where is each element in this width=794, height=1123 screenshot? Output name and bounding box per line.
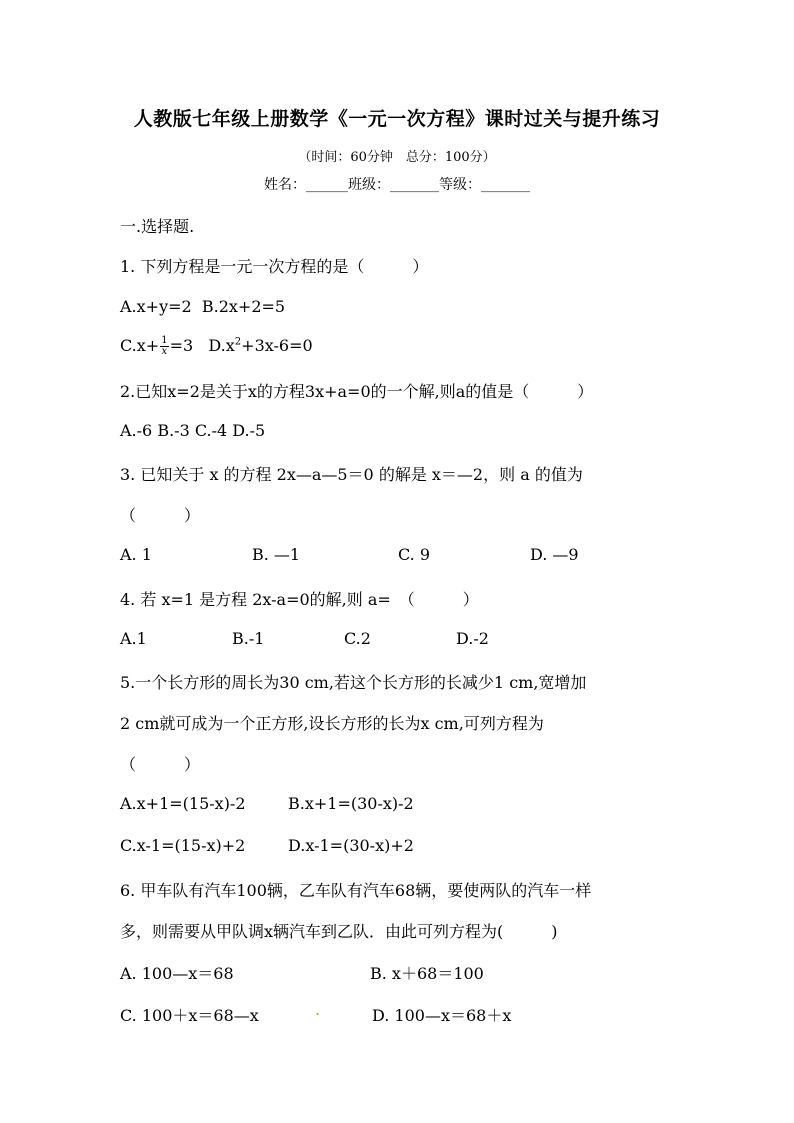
question-3-option-c: C. 9 xyxy=(398,545,431,564)
question-2-stem: 2.已知x=2是关于x的方程3x+a=0的一个解,则a的值是（ ） xyxy=(120,382,594,401)
fraction-one-over-x: $\frac{1}{x}$ xyxy=(161,335,168,357)
worksheet-title: 人教版七年级上册数学《一元一次方程》课时过关与提升练习 xyxy=(133,108,661,130)
question-5-option-b: B.x+1=(30-x)-2 xyxy=(288,794,414,813)
question-5-option-a: A.x+1=(15-x)-2 xyxy=(120,794,246,813)
question-6-option-b: B. x＋68＝100 xyxy=(370,964,484,983)
question-1-options-cd xyxy=(120,336,313,357)
student-info-line: 姓名：______班级：_______等级：_______ xyxy=(264,177,530,193)
question-6-option-d: D. 100—x＝68＋x xyxy=(372,1006,512,1025)
question-5-stem-line-2: 2 cm就可成为一个正方形,设长方形的长为x cm,可列方程为 xyxy=(120,714,544,733)
question-6-stem-line-2: 多，则需要从甲队调x辆汽车到乙队．由此可列方程为( ) xyxy=(120,922,558,941)
question-1-stem: 1. 下列方程是一元一次方程的是（ ） xyxy=(120,257,429,276)
question-5-paren: （ ） xyxy=(120,755,201,774)
question-6-option-c: C. 100＋x＝68—x xyxy=(120,1006,259,1025)
question-3-stem: 3. 已知关于 x 的方程 2x—a—5＝0 的解是 x＝—2，则 a 的值为 xyxy=(120,465,583,484)
time-and-score: （时间：60分钟 总分：100分） xyxy=(298,150,496,165)
question-1-option-c: C.x+ $\frac{1}{x}$ =3 xyxy=(120,335,194,357)
section-heading: 一.选择题. xyxy=(120,217,195,236)
question-1-option-a: A.x+y=2 xyxy=(120,297,192,316)
question-3-option-d: D. —9 xyxy=(530,545,579,564)
question-4-stem: 4. 若 x=1 是方程 2x-a=0的解,则 a= （ ） xyxy=(120,590,479,609)
question-5-stem-line-1: 5.一个长方形的周长为30 cm,若这个长方形的长减少1 cm,宽增加 xyxy=(120,673,587,692)
question-5-option-d: D.x-1=(30-x)+2 xyxy=(288,836,414,855)
question-6-stem-line-1: 6. 甲车队有汽车100辆，乙车队有汽车68辆，要使两队的汽车一样 xyxy=(120,881,592,900)
question-6-option-a: A. 100—x＝68 xyxy=(120,964,234,983)
question-4-option-c: C.2 xyxy=(344,629,371,648)
question-3-option-b: B. —1 xyxy=(252,545,301,564)
question-1-option-b: B.2x+2=5 xyxy=(201,297,286,316)
question-4-option-a: A.1 xyxy=(120,629,147,648)
stray-mark: . xyxy=(315,1000,321,1019)
question-5-option-c: C.x-1=(15-x)+2 xyxy=(120,836,246,855)
question-3-paren: （ ） xyxy=(120,506,201,525)
question-4-option-b: B.-1 xyxy=(232,629,265,648)
question-2-options: A.-6 B.-3 C.-4 D.-5 xyxy=(120,421,266,440)
question-1-option-d: $D.x^2+3x-6=0$ xyxy=(208,336,313,355)
question-1-options-ab xyxy=(120,297,285,316)
question-4-option-d: D.-2 xyxy=(456,629,489,648)
question-3-option-a: A. 1 xyxy=(120,545,152,564)
